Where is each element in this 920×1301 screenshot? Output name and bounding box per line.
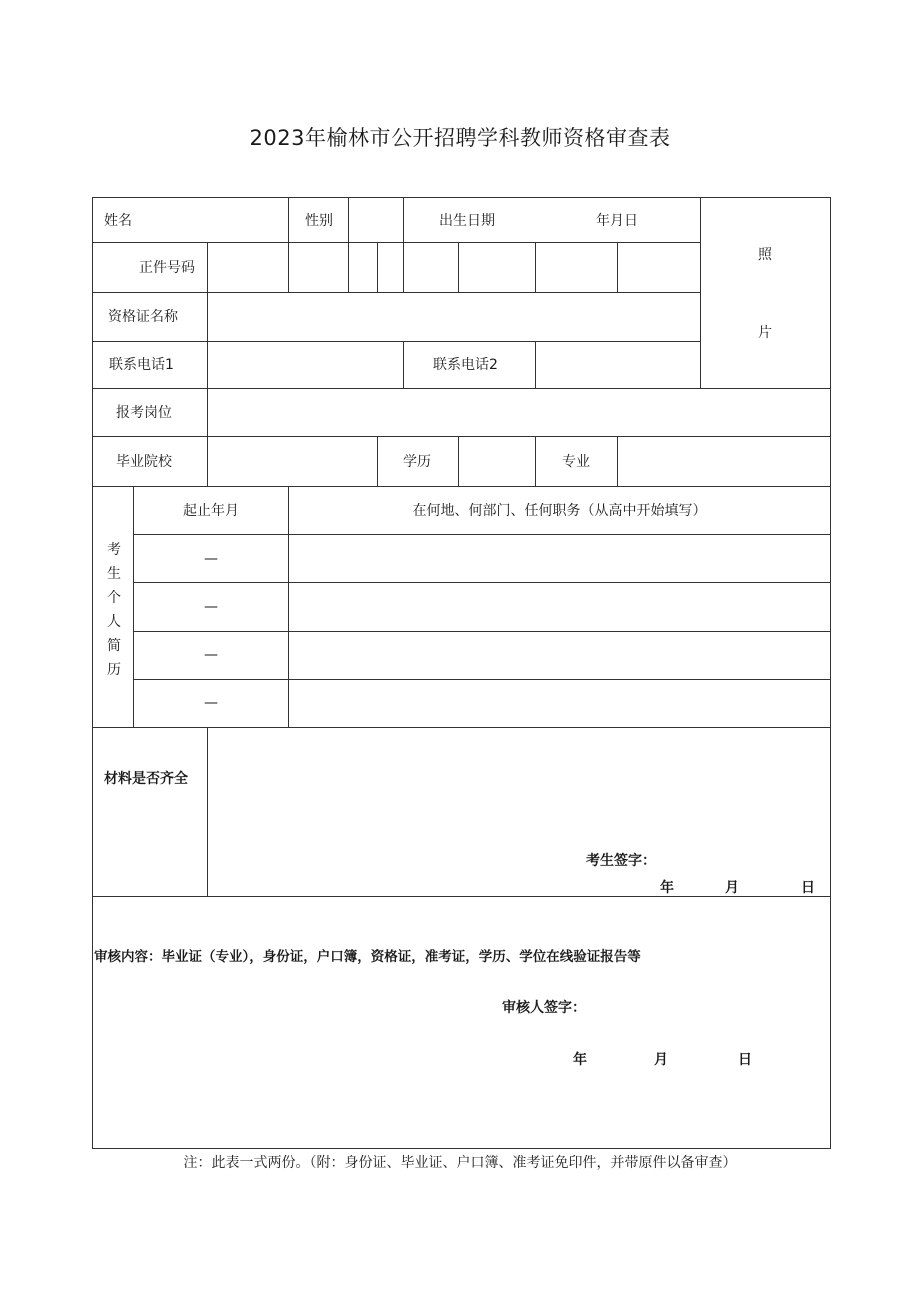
applicant-signature-label: 考生签字： bbox=[586, 853, 656, 869]
photo-label-bottom: 片 bbox=[758, 325, 772, 341]
col-divider bbox=[348, 197, 349, 243]
education-field[interactable] bbox=[460, 438, 534, 485]
applicant-sign-month: 月 bbox=[725, 880, 739, 896]
row-divider bbox=[92, 292, 700, 293]
resume-row-detail[interactable] bbox=[290, 681, 829, 726]
row-divider bbox=[133, 534, 831, 535]
resume-row-detail[interactable] bbox=[290, 584, 829, 630]
gender-label: 性别 bbox=[305, 213, 333, 229]
resume-side-char: 人 bbox=[107, 614, 121, 630]
review-content: 审核内容：毕业证（专业），身份证，户口簿，资格证，准考证，学历、学位在线验证报告等 bbox=[94, 949, 641, 965]
table-border-top bbox=[92, 197, 831, 198]
position-label: 报考岗位 bbox=[116, 405, 172, 421]
col-divider bbox=[403, 197, 404, 243]
footnote: 注：此表一式两份。（附：身份证、毕业证、户口簿、准考证免印件，并带原件以备审查） bbox=[183, 1155, 737, 1171]
cert-name-field[interactable] bbox=[209, 294, 699, 340]
resume-side-char: 历 bbox=[107, 662, 121, 678]
row-divider bbox=[92, 486, 831, 487]
materials-field[interactable] bbox=[209, 729, 829, 839]
table-border-bottom bbox=[92, 1148, 831, 1149]
phone1-label: 联系电话1 bbox=[109, 357, 174, 373]
resume-col-period: 起止年月 bbox=[183, 503, 239, 519]
row-divider bbox=[92, 341, 700, 342]
resume-col-detail: 在何地、何部门、任何职务（从高中开始填写） bbox=[412, 503, 707, 519]
col-divider bbox=[535, 436, 536, 487]
gender-field[interactable] bbox=[350, 199, 402, 241]
col-divider bbox=[377, 436, 378, 487]
reviewer-sign-year: 年 bbox=[573, 1052, 587, 1068]
row-divider bbox=[92, 388, 831, 389]
school-label: 毕业院校 bbox=[116, 454, 172, 470]
table-border-left bbox=[92, 197, 93, 1149]
id-number-field[interactable] bbox=[209, 244, 699, 291]
cert-name-label: 资格证名称 bbox=[108, 309, 178, 325]
col-divider bbox=[458, 436, 459, 487]
resume-side-char: 简 bbox=[107, 638, 121, 654]
applicant-sign-day: 日 bbox=[801, 880, 815, 896]
col-divider bbox=[617, 436, 618, 487]
table-border-right bbox=[830, 197, 831, 1149]
phone2-label: 联系电话2 bbox=[433, 357, 498, 373]
row-divider bbox=[133, 582, 831, 583]
row-divider bbox=[92, 436, 831, 437]
school-field[interactable] bbox=[209, 438, 376, 485]
col-divider bbox=[535, 341, 536, 389]
resume-row-detail[interactable] bbox=[290, 633, 829, 678]
resume-side-char: 个 bbox=[107, 590, 121, 606]
name-field[interactable] bbox=[150, 199, 286, 241]
major-field[interactable] bbox=[619, 438, 829, 485]
resume-row-period[interactable]: — bbox=[204, 695, 218, 711]
position-field[interactable] bbox=[209, 390, 829, 435]
phone1-field[interactable] bbox=[209, 343, 402, 387]
row-divider bbox=[92, 242, 700, 243]
row-divider bbox=[92, 896, 831, 897]
row-divider bbox=[133, 679, 831, 680]
col-divider bbox=[403, 341, 404, 389]
reviewer-signature-label: 审核人签字： bbox=[502, 1000, 586, 1016]
birth-date-value[interactable]: 年月日 bbox=[596, 213, 638, 229]
col-divider bbox=[207, 242, 208, 293]
resume-row-period[interactable]: — bbox=[204, 599, 218, 615]
row-divider bbox=[133, 631, 831, 632]
materials-label: 材料是否齐全 bbox=[104, 771, 188, 787]
birth-date-label: 出生日期 bbox=[439, 213, 495, 229]
photo-box[interactable] bbox=[702, 199, 829, 387]
page-title: 2023年榆林市公开招聘学科教师资格审查表 bbox=[249, 126, 671, 150]
row-divider bbox=[92, 727, 831, 728]
photo-label-top: 照 bbox=[758, 247, 772, 263]
applicant-sign-year: 年 bbox=[660, 880, 674, 896]
col-divider bbox=[207, 292, 208, 487]
col-divider bbox=[288, 197, 289, 243]
major-label: 专业 bbox=[562, 454, 590, 470]
resume-row-detail[interactable] bbox=[290, 536, 829, 581]
resume-row-period[interactable]: — bbox=[204, 647, 218, 663]
reviewer-sign-day: 日 bbox=[738, 1052, 752, 1068]
resume-side-char: 考 bbox=[107, 542, 121, 558]
id-number-label: 正件号码 bbox=[139, 260, 195, 276]
phone2-field[interactable] bbox=[537, 343, 699, 387]
education-label: 学历 bbox=[403, 454, 431, 470]
resume-side-char: 生 bbox=[107, 566, 121, 582]
resume-row-period[interactable]: — bbox=[204, 551, 218, 567]
col-divider bbox=[288, 486, 289, 728]
name-label: 姓名 bbox=[104, 213, 132, 229]
col-divider bbox=[207, 727, 208, 897]
photo-border bbox=[700, 197, 701, 389]
reviewer-sign-month: 月 bbox=[654, 1052, 668, 1068]
